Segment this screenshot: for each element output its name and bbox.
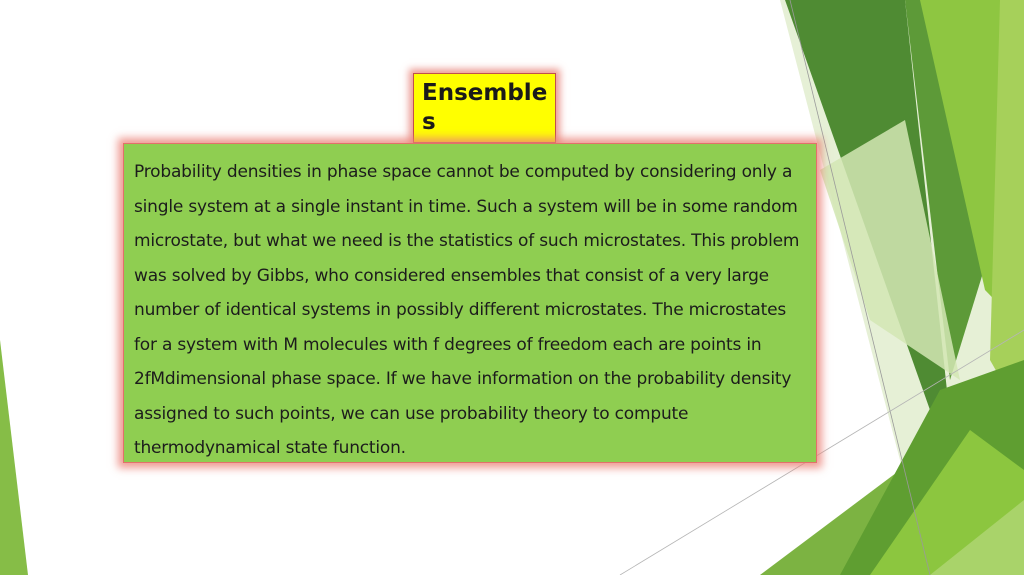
slide-title: Ensembles (413, 73, 556, 143)
slide-body-text: Probability densities in phase space cannot be computed by considering only a single system at a single instant in time. Such a system will be in some random microstate, but what we need is the statistics of such microstates. This problem was solved by Gibbs, who considered ensembles that consist of a very large number of identical systems in possibly different microstates. The microstates for a system with M molecules with f degrees of freedom each are points in 2fMdimensional phase space. If we have information on the probability density assigned to such points, we can use probability theory to compute thermodynamical state function. (123, 143, 817, 463)
decor-facet-left (0, 340, 28, 575)
